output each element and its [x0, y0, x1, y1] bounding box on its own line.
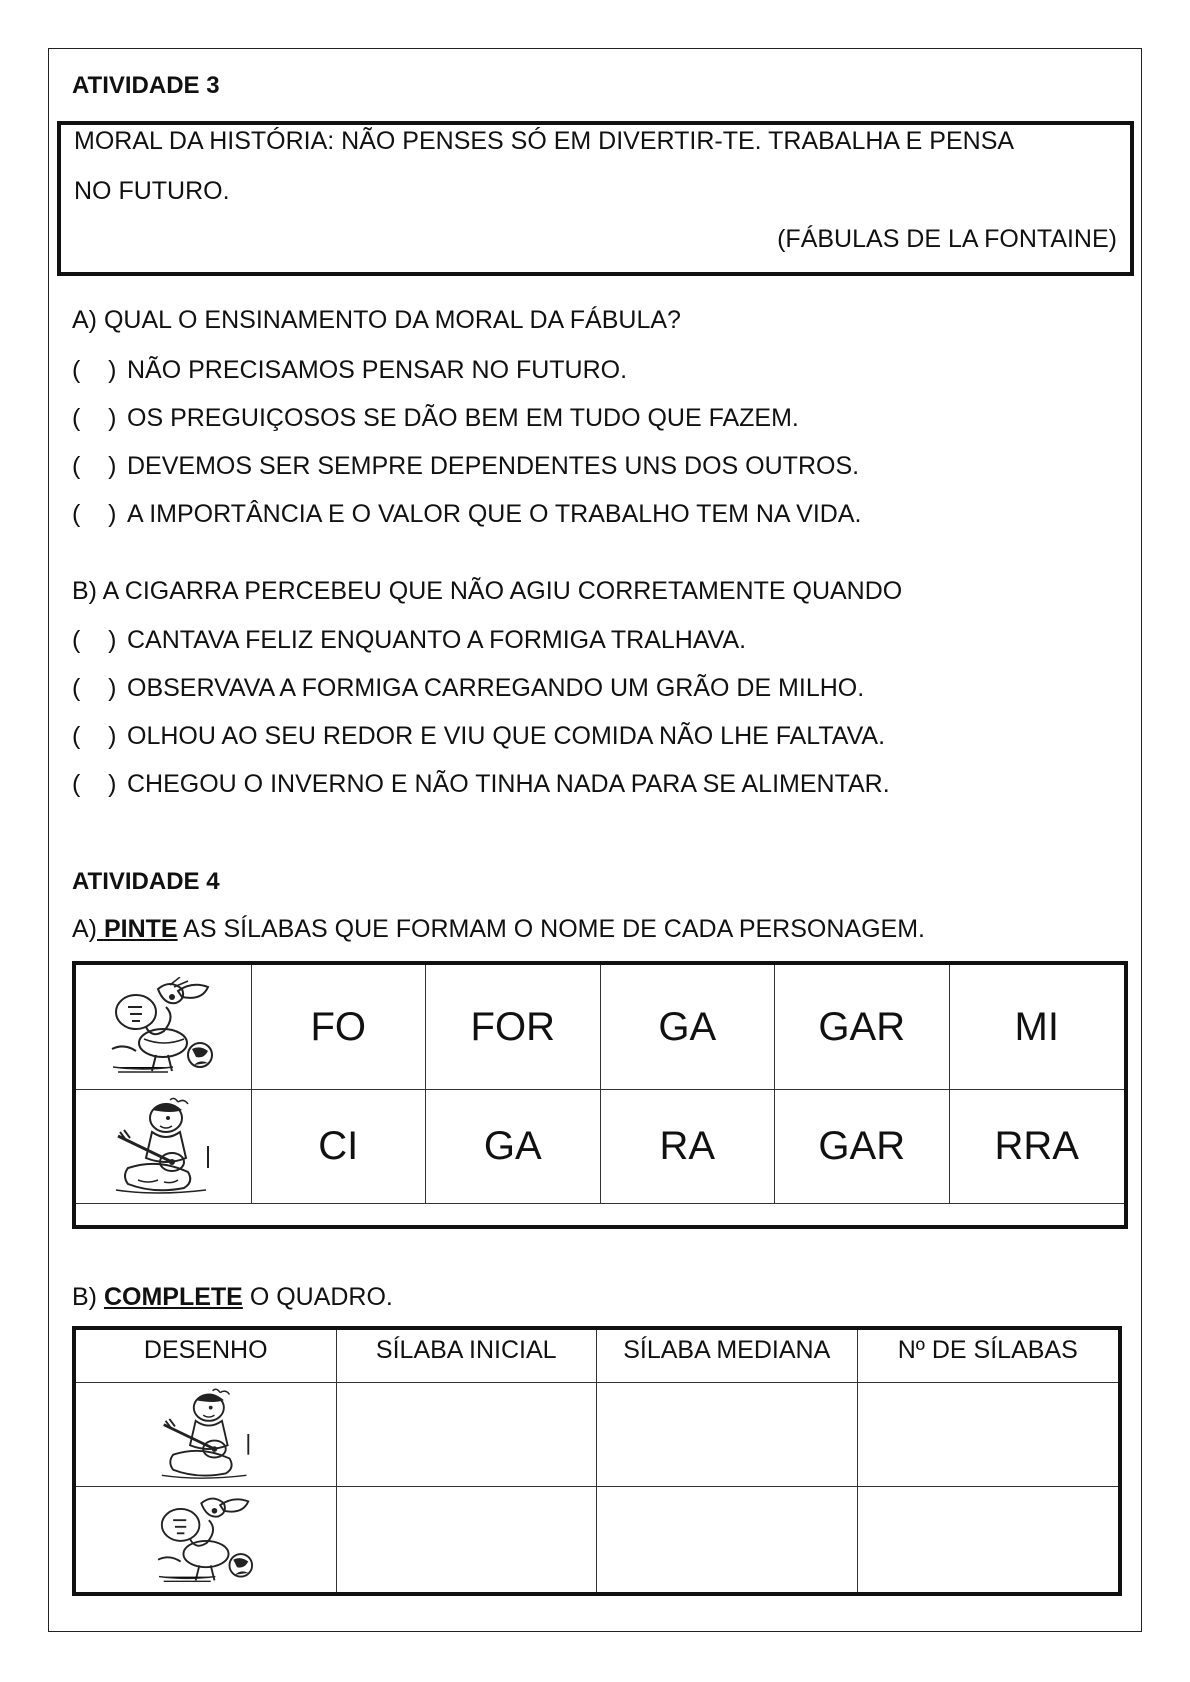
checkbox-parens[interactable]: ( ): [72, 626, 117, 654]
header-num-silabas: Nº DE SÍLABAS: [897, 1336, 1078, 1364]
question-b-option[interactable]: ( ) OLHOU AO SEU REDOR E VIU QUE COMIDA NÃO LHE FALTAVA.: [72, 722, 886, 750]
question-b-option[interactable]: ( ) CANTAVA FELIZ ENQUANTO A FORMIGA TRALHAVA.: [72, 626, 747, 654]
question-a-option[interactable]: ( ) DEVEMOS SER SEMPRE DEPENDENTES UNS DOS OUTROS.: [72, 452, 860, 480]
complete-row-ant: [76, 1486, 1118, 1592]
header-desenho: DESENHO: [76, 1330, 337, 1382]
syllable-cell[interactable]: GAR: [775, 1089, 950, 1203]
complete-table-header: [76, 1330, 1118, 1383]
cicada-illustration-cell: [76, 1089, 252, 1203]
moral-line-2: NO FUTURO.: [74, 177, 230, 205]
answer-cell[interactable]: [597, 1486, 858, 1592]
syllable-row-cicada: [76, 1089, 1124, 1204]
ant-drawing-cell: [76, 1486, 337, 1592]
answer-cell[interactable]: [858, 1382, 1119, 1486]
checkbox-parens[interactable]: ( ): [72, 722, 117, 750]
moral-box: [57, 121, 1134, 276]
checkbox-parens[interactable]: ( ): [72, 674, 117, 702]
answer-cell[interactable]: [337, 1382, 598, 1486]
activity4-title: ATIVIDADE 4: [72, 868, 220, 895]
answer-cell[interactable]: [597, 1382, 858, 1486]
cicada-icon: [154, 1387, 258, 1481]
syllable-table: [72, 961, 1128, 1229]
checkbox-parens[interactable]: ( ): [72, 770, 117, 798]
syllable-cell[interactable]: MI: [1014, 1004, 1059, 1049]
cicada-icon: [108, 1096, 218, 1196]
ant-illustration-cell: [76, 965, 252, 1089]
syllable-cell[interactable]: GA: [426, 1089, 601, 1203]
checkbox-parens[interactable]: ( ): [72, 356, 117, 384]
ant-icon: [108, 977, 218, 1077]
question-a-option[interactable]: ( ) NÃO PRECISAMOS PENSAR NO FUTURO.: [72, 356, 628, 384]
complete-row-cicada: [76, 1382, 1118, 1487]
checkbox-parens[interactable]: ( ): [72, 500, 117, 528]
header-silaba-mediana: SÍLABA MEDIANA: [597, 1330, 858, 1382]
syllable-row-ant: [76, 965, 1124, 1090]
answer-cell[interactable]: [337, 1486, 598, 1592]
header-silaba-inicial: SÍLABA INICIAL: [337, 1330, 598, 1382]
question-b-option[interactable]: ( ) CHEGOU O INVERNO E NÃO TINHA NADA PARA SE ALIMENTAR.: [72, 770, 890, 798]
complete-table: [72, 1326, 1122, 1596]
part-b-instruction: B) COMPLETE O QUADRO.: [72, 1283, 393, 1311]
part-a-instruction: A) PINTE AS SÍLABAS QUE FORMAM O NOME DE CADA PERSONAGEM.: [72, 915, 925, 943]
syllable-cell[interactable]: FOR: [426, 965, 601, 1089]
syllable-cell[interactable]: CI: [252, 1089, 427, 1203]
question-a-option[interactable]: ( ) A IMPORTÂNCIA E O VALOR QUE O TRABALHO TEM NA VIDA.: [72, 500, 862, 528]
moral-source: (FÁBULAS DE LA FONTAINE): [777, 225, 1117, 253]
question-a-prompt: A) QUAL O ENSINAMENTO DA MORAL DA FÁBULA?: [72, 306, 681, 334]
ant-icon: [154, 1492, 258, 1586]
syllable-cell[interactable]: GA: [601, 965, 776, 1089]
question-b-prompt: B) A CIGARRA PERCEBEU QUE NÃO AGIU CORRETAMENTE QUANDO: [72, 577, 903, 605]
cicada-drawing-cell: [76, 1382, 337, 1486]
answer-cell[interactable]: [858, 1486, 1119, 1592]
activity3-title: ATIVIDADE 3: [72, 72, 220, 99]
checkbox-parens[interactable]: ( ): [72, 404, 117, 432]
syllable-cell[interactable]: GAR: [775, 965, 950, 1089]
syllable-cell[interactable]: FO: [252, 965, 427, 1089]
checkbox-parens[interactable]: ( ): [72, 452, 117, 480]
question-a-option[interactable]: ( ) OS PREGUIÇOSOS SE DÃO BEM EM TUDO QUE FAZEM.: [72, 404, 799, 432]
moral-line-1: MORAL DA HISTÓRIA: NÃO PENSES SÓ EM DIVERTIR-TE. TRABALHA E PENSA: [74, 127, 1015, 155]
question-b-option[interactable]: ( ) OBSERVAVA A FORMIGA CARREGANDO UM GRÃO DE MILHO.: [72, 674, 865, 702]
syllable-cell[interactable]: RA: [601, 1089, 776, 1203]
syllable-cell[interactable]: RRA: [994, 1123, 1079, 1168]
